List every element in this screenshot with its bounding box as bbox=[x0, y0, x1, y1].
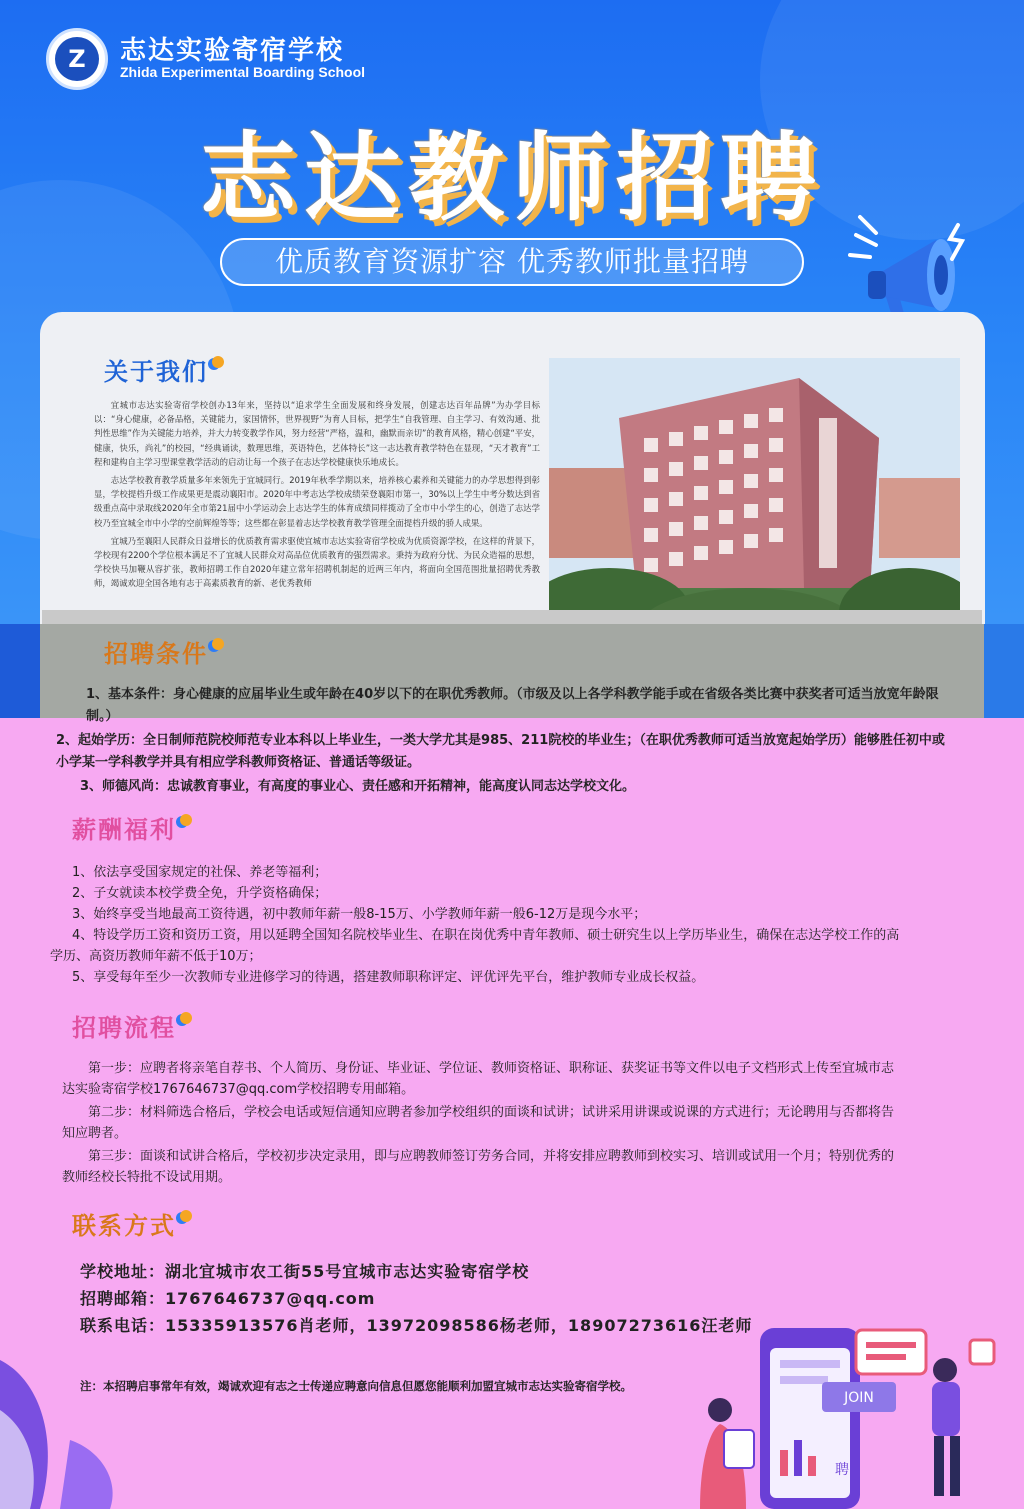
section-title-process bbox=[72, 1008, 192, 1043]
benefit-item: 3、始终享受当地最高工资待遇，初中教师年薪一般8-15万、小学教师年薪一般6-12万是现今水平； bbox=[72, 907, 647, 922]
glitch-edge-left bbox=[0, 624, 40, 720]
benefit-item: 4、特设学历工资和资历工资，用以延聘全国知名院校毕业生、在职在岗优秀中青年教师、硕士研究生以上学历毕业生，确保在志达学校工作的高学历、高资历教师年薪不低于10万； bbox=[50, 928, 900, 964]
join-label: JOIN bbox=[844, 1390, 874, 1406]
glitch-edge-right bbox=[984, 624, 1024, 720]
benefit-item: 5、享受每年至少一次教师专业进修学习的待遇，搭建教师职称评定、评优评先平台，维护教师专业成长权益。 bbox=[72, 970, 705, 985]
process-step: 第三步：面谈和试讲合格后，学校初步决定录用，即与应聘教师签订劳务合同，并将安排应聘教师到校实习、培训或试用一个月；特别优秀的教师经校长特批不设试用期。 bbox=[62, 1149, 895, 1185]
title-dot-icon bbox=[212, 638, 224, 650]
about-title-text: 关于我们 bbox=[104, 358, 208, 386]
process-step: 第二步：材料筛选合格后，学校会电话或短信通知应聘者参加学校组织的面谈和试讲；试讲采用讲课或说课的方式进行；无论聘用与否都将告知应聘者。 bbox=[62, 1105, 895, 1141]
title-dot-icon bbox=[180, 814, 192, 826]
phone-text: 聘 bbox=[835, 1462, 849, 1478]
about-paragraph-3: 宜城乃至襄阳人民群众日益增长的优质教育需求驱使宜城市志达实验寄宿学校成为优质资源学校，在这样的背景下，学校现有2200个学位根本满足不了宜城人民群众对高品位优质教育的强烈需求。秉持为政府分忧、为民众造福的思想，学校快马加鞭从容扩张，教师招聘工作自2020年建立常年招聘机制起的近两三年内，将面向全国范围批量招聘优秀教师，竭诚欢迎全国各地有志于高素质教育的新、老优秀教师 bbox=[94, 535, 540, 589]
footer-note: 注：本招聘启事常年有效，竭诚欢迎有志之士传递应聘意向信息但愿您能顺利加盟宜城市志达实验寄宿学校。 bbox=[80, 1379, 632, 1393]
contact-title-text: 联系方式 bbox=[72, 1212, 176, 1240]
benefits-title-text: 薪酬福利 bbox=[72, 816, 176, 844]
condition-item: 3、师德风尚：忠诚教育事业，有高度的事业心、责任感和开拓精神，能高度认同志达学校文化。 bbox=[80, 779, 636, 794]
benefits-list bbox=[50, 862, 900, 988]
process-steps bbox=[62, 1058, 902, 1190]
condition-item: 1、基本条件：身心健康的应届毕业生或年龄在40岁以下的在职优秀教师。（市级及以上各学科教学能手或在省级各类比赛中获奖者可适当放宽年龄限制。） bbox=[86, 687, 939, 724]
logo-mark: Z bbox=[55, 37, 99, 81]
page-title: 志达教师招聘 bbox=[200, 122, 824, 234]
benefit-item: 1、依法享受国家规定的社保、养老等福利； bbox=[72, 865, 328, 880]
title-dot-icon bbox=[180, 1210, 192, 1222]
school-name-cn: 志达实验寄宿学校 bbox=[120, 36, 345, 66]
about-text bbox=[94, 398, 540, 595]
school-logo bbox=[46, 28, 108, 90]
contact-phone: 联系电话：15335913576肖老师，13972098586杨老师，18907273616汪老师 bbox=[80, 1316, 753, 1335]
conditions-title-text: 招聘条件 bbox=[104, 640, 208, 668]
section-title-contact bbox=[72, 1206, 192, 1241]
decorative-shapes-left bbox=[0, 1320, 130, 1509]
recruitment-illustration bbox=[660, 1320, 1024, 1509]
about-paragraph-1: 宜城市志达实验寄宿学校创办13年来，坚持以“追求学生全面发展和终身发展，创建志达百年品牌”为办学目标以：“身心健康，必备品格，关键能力，家国情怀，世界视野”为育人目标，把学生“自我管理、自主学习、有效沟通、批判性思维”作为关键能力培养，并大力转变教学作风，努力经营“严格，温和，幽默而亲切”的教育风格，精心创建“平安，健康，快乐，尚礼”的校园，“经典诵读，数理思维，英语特色，艺体特长”这一志达教育教学特色在显现，“天才教育”工程和建构自主学习型课堂教学活动的启动让每一个孩子在志达学校健康快乐地成长。 bbox=[94, 400, 540, 467]
about-paragraph-2: 志达学校教育教学质量多年来领先于宜城同行。2019年秋季学期以来，培养核心素养和关键能力的办学思想得到彰显，学校提档升级工作成果更是震动襄阳市。2020年中考志达学校成绩荣登襄阳市第一，30%以上学生中考分数达到省级重点高中录取线2020年全市第21届中小学运动会上志达学生的体育成绩同样揽动了全市中小学生的心，创造了志达学校乃至宜城全市中小学的空前辉煌等等；这些都在彰显着志达学校教育教学管理全面提档升级的骄人成果。 bbox=[94, 475, 540, 528]
contact-address: 学校地址：湖北宜城市农工街55号宜城市志达实验寄宿学校 bbox=[80, 1262, 530, 1281]
slogan-banner: 优质教育资源扩容 优秀教师批量招聘 bbox=[220, 238, 804, 286]
process-step: 第一步：应聘者将亲笔自荐书、个人简历、身份证、毕业证、学位证、教师资格证、职称证、获奖证书等文件以电子文档形式上传至宜城市志达实验寄宿学校1767646737@qq.com学校招聘专用邮箱。 bbox=[62, 1061, 895, 1097]
section-title-conditions bbox=[104, 634, 224, 669]
section-title-benefits bbox=[72, 810, 192, 845]
section-title-about bbox=[104, 352, 224, 387]
contact-email: 招聘邮箱：1767646737@qq.com bbox=[80, 1289, 376, 1308]
condition-item: 2、起始学历：全日制师范院校师范专业本科以上毕业生，一类大学尤其是985、211院校的毕业生；（在职优秀教师可适当放宽起始学历）能够胜任初中或小学某一学科教学并具有相应学科教师资格证、普通话等级证。 bbox=[56, 733, 945, 770]
process-title-text: 招聘流程 bbox=[72, 1014, 176, 1042]
benefit-item: 2、子女就读本校学费全免，升学资格确保； bbox=[72, 886, 328, 901]
school-name-en: Zhida Experimental Boarding School bbox=[120, 64, 366, 80]
title-dot-icon bbox=[212, 356, 224, 368]
conditions-list bbox=[56, 684, 956, 800]
title-dot-icon bbox=[180, 1012, 192, 1024]
